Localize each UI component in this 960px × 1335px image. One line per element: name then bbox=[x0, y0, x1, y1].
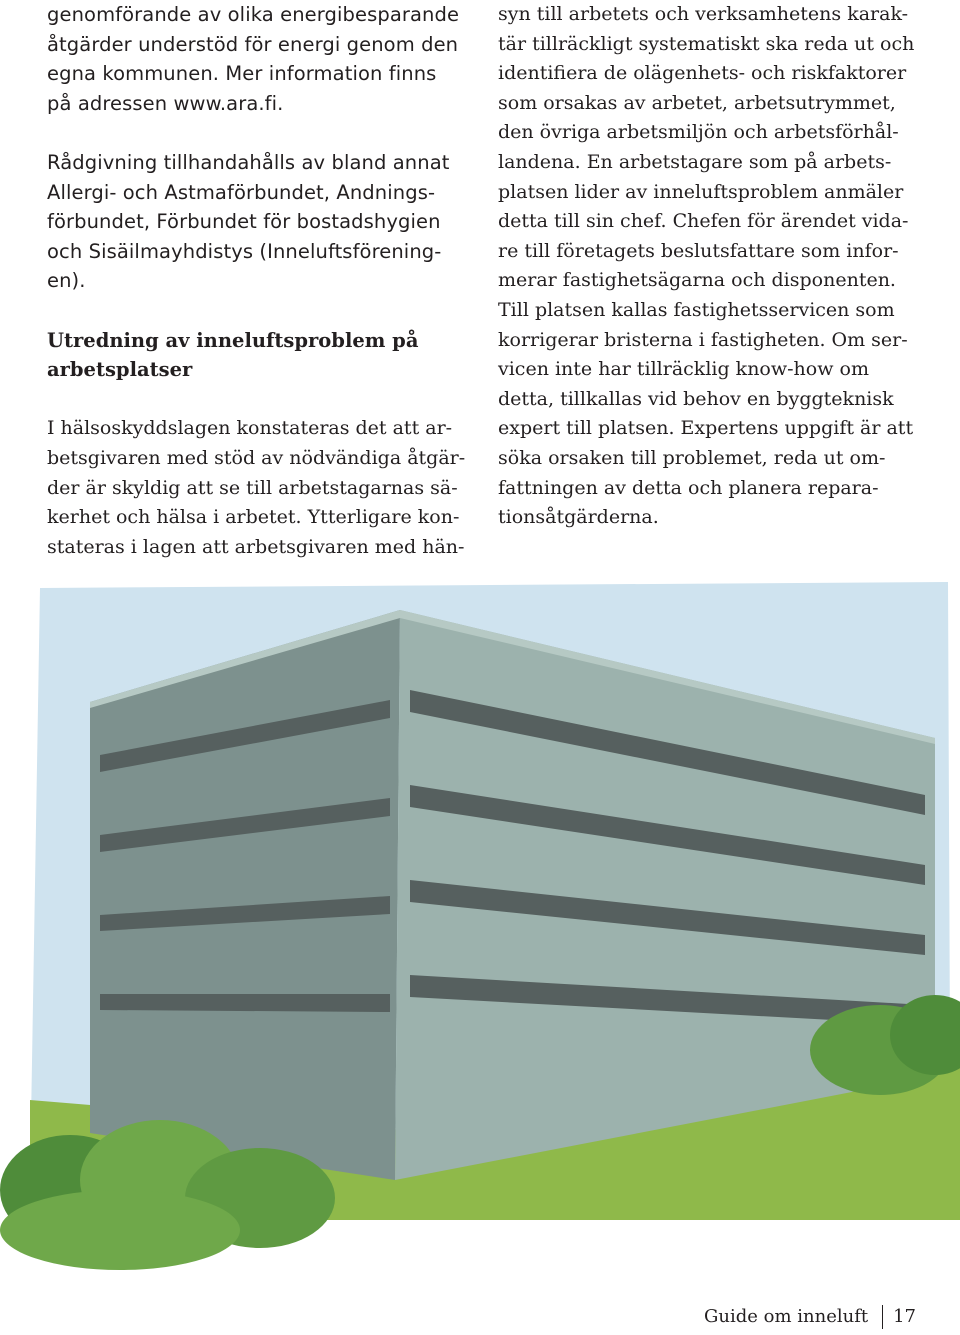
text-line: re till företagets beslutsfattare som infor- bbox=[498, 239, 899, 262]
text-line: I hälsoskyddslagen konstateras det att ar- bbox=[47, 417, 453, 440]
text-line: Till platsen kallas fastighetsservicen som bbox=[498, 298, 895, 321]
text-line: tär tillräckligt systematiskt ska reda ut och bbox=[498, 32, 915, 55]
footer-separator bbox=[882, 1305, 883, 1329]
text-line: syn till arbetets och verksamhetens karak- bbox=[498, 3, 909, 25]
text-line: stateras i lagen att arbetsgivaren med hän- bbox=[47, 535, 465, 558]
text-line: Rådgivning tillhandahålls av bland annat bbox=[47, 150, 450, 174]
text-line: förbundet, Förbundet för bostadshygien bbox=[47, 210, 441, 234]
text-line: identifiera de olägenhets- och riskfaktorer bbox=[498, 62, 907, 85]
text-line: platsen lider av inneluftsproblem anmäler bbox=[498, 180, 904, 203]
footer-title: Guide om inneluft bbox=[704, 1306, 869, 1327]
page-footer bbox=[0, 1305, 916, 1329]
page-number: 17 bbox=[893, 1306, 916, 1327]
text-line: genomförande av olika energibesparande bbox=[47, 3, 460, 26]
office-building-illustration bbox=[0, 580, 960, 1300]
text-line: betsgivaren med stöd av nödvändiga åtgär- bbox=[47, 446, 466, 469]
left-column bbox=[47, 0, 467, 562]
text-line: kerhet och hälsa i arbetet. Ytterligare kon- bbox=[47, 506, 460, 529]
building-side-facade bbox=[90, 610, 400, 1180]
heading-line: arbetsplatser bbox=[47, 358, 193, 382]
text-line: den övriga arbetsmiljön och arbetsförhål- bbox=[498, 121, 899, 144]
section-heading bbox=[47, 326, 467, 385]
paragraph-energy-support bbox=[47, 0, 467, 118]
heading-line: Utredning av inneluftsproblem på bbox=[47, 328, 419, 352]
text-line: landena. En arbetstagare som på arbets- bbox=[498, 150, 892, 173]
text-line: detta till sin chef. Chefen för ärendet vida- bbox=[498, 210, 909, 233]
text-line: fattningen av detta och planera repara- bbox=[498, 476, 879, 499]
text-line: söka orsaken till problemet, reda ut om- bbox=[498, 446, 886, 469]
text-line: merar fastighetsägarna och disponenten. bbox=[498, 269, 896, 292]
text-line: åtgärder understöd för energi genom den bbox=[47, 32, 459, 56]
text-line: som orsakas av arbetet, arbetsutrymmet, bbox=[498, 91, 896, 114]
text-line: korrigerar bristerna i fastigheten. Om ser- bbox=[498, 328, 908, 351]
text-line: Allergi- och Astmaförbundet, Andnings- bbox=[47, 180, 436, 204]
right-column bbox=[498, 0, 918, 533]
text-line: på adressen www.ara.fi. bbox=[47, 91, 284, 115]
paragraph-employer-duties bbox=[498, 0, 918, 533]
text-line: egna kommunen. Mer information finns bbox=[47, 62, 437, 86]
paragraph-health-protection bbox=[47, 414, 467, 562]
text-line: och Sisäilmayhdistys (Inneluftsförening- bbox=[47, 239, 442, 263]
text-line: detta, tillkallas vid behov en byggteknisk bbox=[498, 387, 894, 410]
text-line: expert till platsen. Expertens uppgift är att bbox=[498, 417, 914, 440]
text-line: vicen inte har tillräcklig know-how om bbox=[498, 358, 869, 381]
paragraph-advice-organizations bbox=[47, 148, 467, 296]
text-line: en). bbox=[47, 269, 86, 293]
text-line: der är skyldig att se till arbetstagarnas sä- bbox=[47, 476, 458, 499]
text-line: tionsåtgärderna. bbox=[498, 506, 659, 529]
